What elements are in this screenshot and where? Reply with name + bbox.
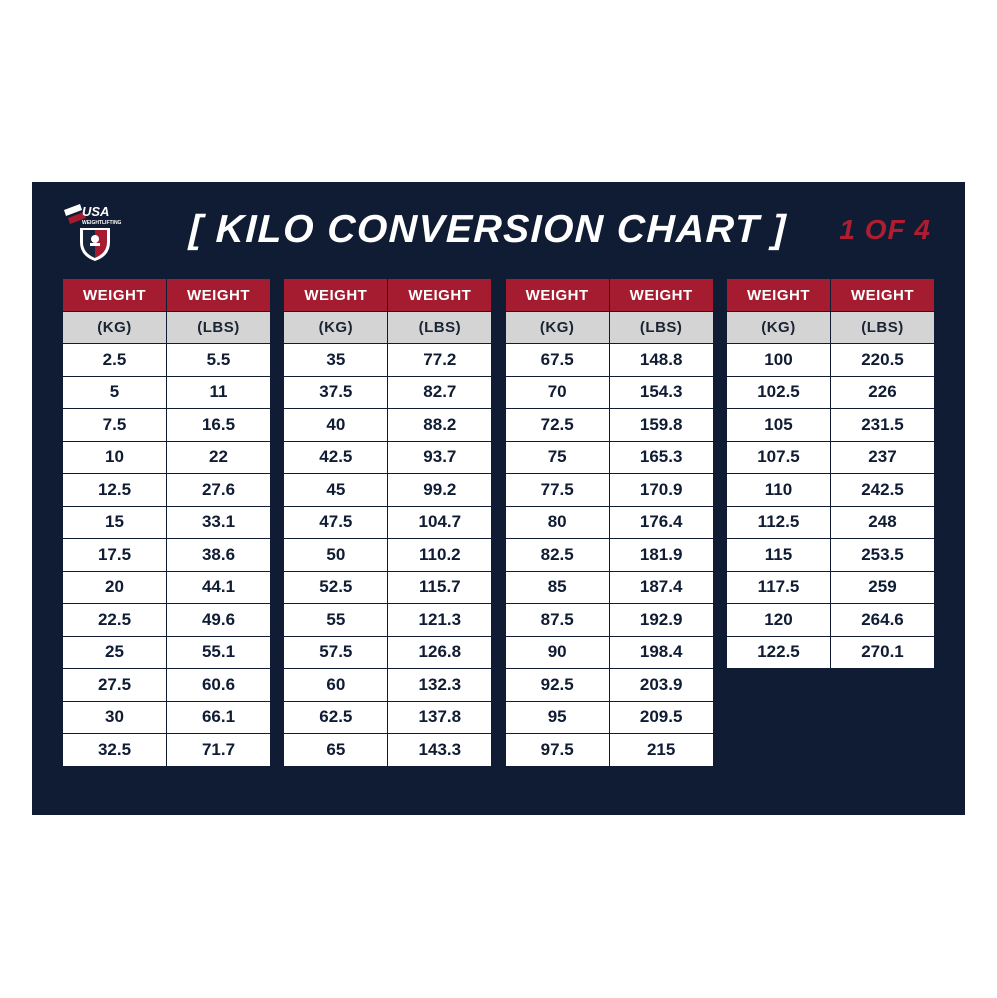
cell-kg: 105 (726, 409, 830, 442)
column-subheader-lbs: (LBS) (830, 312, 934, 344)
table-row (726, 409, 934, 442)
column-subheader-lbs: (LBS) (609, 312, 713, 344)
cell-empty (726, 701, 830, 734)
cell-kg: 117.5 (726, 571, 830, 604)
cell-lbs: 66.1 (167, 701, 271, 734)
table-row (63, 669, 271, 702)
table-row (284, 409, 492, 442)
cell-kg: 35 (284, 344, 388, 377)
conversion-table-block-4 (726, 278, 935, 767)
cell-kg: 72.5 (505, 409, 609, 442)
cell-empty (830, 701, 934, 734)
table-header-row-1 (284, 279, 492, 312)
table-row (505, 539, 713, 572)
page-title: [ KILO CONVERSION CHART ] (187, 208, 788, 251)
cell-lbs: 248 (830, 506, 934, 539)
cell-empty (726, 734, 830, 767)
column-header-lbs: WEIGHT (830, 279, 934, 312)
cell-kg: 102.5 (726, 376, 830, 409)
cell-kg: 20 (63, 571, 167, 604)
conversion-table-block-1 (62, 278, 271, 767)
cell-kg: 122.5 (726, 636, 830, 669)
table-header-row-1 (63, 279, 271, 312)
table-row (505, 669, 713, 702)
cell-kg: 17.5 (63, 539, 167, 572)
cell-lbs: 77.2 (388, 344, 492, 377)
cell-lbs: 132.3 (388, 669, 492, 702)
table-row (505, 701, 713, 734)
table-row (284, 604, 492, 637)
poster-header (32, 182, 965, 278)
conversion-table-block-3 (505, 278, 714, 767)
table-row (284, 571, 492, 604)
table-row (505, 344, 713, 377)
cell-lbs: 159.8 (609, 409, 713, 442)
cell-kg: 115 (726, 539, 830, 572)
cell-lbs: 259 (830, 571, 934, 604)
table-row (505, 376, 713, 409)
cell-lbs: 137.8 (388, 701, 492, 734)
cell-kg: 10 (63, 441, 167, 474)
conversion-tables (32, 278, 965, 767)
cell-lbs: 71.7 (167, 734, 271, 767)
table-row (505, 604, 713, 637)
cell-kg: 100 (726, 344, 830, 377)
cell-lbs: 93.7 (388, 441, 492, 474)
cell-kg: 92.5 (505, 669, 609, 702)
cell-kg: 12.5 (63, 474, 167, 507)
table-row (284, 376, 492, 409)
cell-lbs: 5.5 (167, 344, 271, 377)
cell-lbs: 253.5 (830, 539, 934, 572)
cell-kg: 90 (505, 636, 609, 669)
cell-kg: 77.5 (505, 474, 609, 507)
table-row (63, 636, 271, 669)
column-header-kg: WEIGHT (726, 279, 830, 312)
cell-lbs: 170.9 (609, 474, 713, 507)
table-row (63, 571, 271, 604)
table-row (63, 441, 271, 474)
cell-lbs: 165.3 (609, 441, 713, 474)
cell-kg: 60 (284, 669, 388, 702)
cell-lbs: 231.5 (830, 409, 934, 442)
table-header-row-2 (726, 312, 934, 344)
cell-lbs: 11 (167, 376, 271, 409)
cell-kg: 65 (284, 734, 388, 767)
cell-lbs: 82.7 (388, 376, 492, 409)
cell-lbs: 154.3 (609, 376, 713, 409)
column-header-kg: WEIGHT (284, 279, 388, 312)
table-row (726, 539, 934, 572)
cell-lbs: 270.1 (830, 636, 934, 669)
table-row-empty (726, 669, 934, 702)
cell-kg: 110 (726, 474, 830, 507)
cell-kg: 95 (505, 701, 609, 734)
table-row (63, 604, 271, 637)
cell-kg: 5 (63, 376, 167, 409)
table-row (63, 734, 271, 767)
table-row (63, 474, 271, 507)
cell-lbs: 148.8 (609, 344, 713, 377)
cell-empty (726, 669, 830, 702)
table-row (505, 441, 713, 474)
cell-lbs: 27.6 (167, 474, 271, 507)
table-row-empty (726, 734, 934, 767)
table-row (63, 409, 271, 442)
cell-lbs: 215 (609, 734, 713, 767)
table-header-row-2 (505, 312, 713, 344)
table-header-row-1 (505, 279, 713, 312)
cell-empty (830, 734, 934, 767)
table-row-empty (726, 701, 934, 734)
cell-kg: 62.5 (284, 701, 388, 734)
cell-lbs: 110.2 (388, 539, 492, 572)
table-row (726, 571, 934, 604)
table-row (726, 441, 934, 474)
cell-kg: 70 (505, 376, 609, 409)
cell-lbs: 33.1 (167, 506, 271, 539)
cell-kg: 67.5 (505, 344, 609, 377)
cell-lbs: 22 (167, 441, 271, 474)
cell-kg: 47.5 (284, 506, 388, 539)
table-row (284, 539, 492, 572)
column-subheader-lbs: (LBS) (388, 312, 492, 344)
table-row (726, 636, 934, 669)
column-subheader-lbs: (LBS) (167, 312, 271, 344)
table-header-row-2 (63, 312, 271, 344)
cell-lbs: 209.5 (609, 701, 713, 734)
cell-kg: 2.5 (63, 344, 167, 377)
cell-kg: 57.5 (284, 636, 388, 669)
table-row (63, 701, 271, 734)
cell-kg: 37.5 (284, 376, 388, 409)
table-header-row-2 (284, 312, 492, 344)
cell-kg: 27.5 (63, 669, 167, 702)
svg-text:USA: USA (82, 204, 110, 219)
cell-kg: 97.5 (505, 734, 609, 767)
table-row (505, 474, 713, 507)
cell-kg: 107.5 (726, 441, 830, 474)
cell-lbs: 176.4 (609, 506, 713, 539)
table-row (726, 604, 934, 637)
cell-lbs: 264.6 (830, 604, 934, 637)
cell-lbs: 181.9 (609, 539, 713, 572)
column-subheader-kg: (KG) (505, 312, 609, 344)
table-row (284, 636, 492, 669)
cell-kg: 52.5 (284, 571, 388, 604)
column-subheader-kg: (KG) (284, 312, 388, 344)
svg-text:WEIGHTLIFTING: WEIGHTLIFTING (82, 220, 122, 226)
cell-lbs: 237 (830, 441, 934, 474)
cell-lbs: 242.5 (830, 474, 934, 507)
cell-kg: 112.5 (726, 506, 830, 539)
table-row (726, 376, 934, 409)
cell-kg: 87.5 (505, 604, 609, 637)
table-row (284, 441, 492, 474)
cell-kg: 55 (284, 604, 388, 637)
cell-kg: 50 (284, 539, 388, 572)
cell-kg: 45 (284, 474, 388, 507)
cell-kg: 40 (284, 409, 388, 442)
kilo-conversion-poster (32, 182, 965, 815)
cell-lbs: 115.7 (388, 571, 492, 604)
cell-kg: 82.5 (505, 539, 609, 572)
cell-kg: 32.5 (63, 734, 167, 767)
cell-empty (830, 669, 934, 702)
usa-weightlifting-logo-icon (60, 198, 126, 262)
table-row (284, 669, 492, 702)
cell-lbs: 60.6 (167, 669, 271, 702)
cell-kg: 7.5 (63, 409, 167, 442)
table-row (63, 344, 271, 377)
cell-lbs: 99.2 (388, 474, 492, 507)
cell-lbs: 192.9 (609, 604, 713, 637)
table-row (505, 409, 713, 442)
table-row (505, 506, 713, 539)
table-row (284, 734, 492, 767)
cell-kg: 22.5 (63, 604, 167, 637)
conversion-table-block-2 (283, 278, 492, 767)
table-row (505, 571, 713, 604)
table-row (63, 376, 271, 409)
cell-kg: 120 (726, 604, 830, 637)
cell-kg: 25 (63, 636, 167, 669)
table-row (63, 539, 271, 572)
cell-lbs: 49.6 (167, 604, 271, 637)
table-row (726, 344, 934, 377)
cell-kg: 30 (63, 701, 167, 734)
cell-lbs: 126.8 (388, 636, 492, 669)
column-header-lbs: WEIGHT (609, 279, 713, 312)
cell-lbs: 38.6 (167, 539, 271, 572)
page-indicator: 1 OF 4 (839, 214, 931, 245)
table-row (63, 506, 271, 539)
cell-lbs: 203.9 (609, 669, 713, 702)
column-header-lbs: WEIGHT (167, 279, 271, 312)
column-header-lbs: WEIGHT (388, 279, 492, 312)
cell-lbs: 44.1 (167, 571, 271, 604)
cell-lbs: 16.5 (167, 409, 271, 442)
table-header-row-1 (726, 279, 934, 312)
cell-lbs: 88.2 (388, 409, 492, 442)
column-subheader-kg: (KG) (726, 312, 830, 344)
cell-lbs: 226 (830, 376, 934, 409)
cell-lbs: 143.3 (388, 734, 492, 767)
cell-kg: 85 (505, 571, 609, 604)
table-row (505, 636, 713, 669)
table-row (284, 506, 492, 539)
cell-lbs: 104.7 (388, 506, 492, 539)
title-wrap (136, 208, 839, 252)
table-row (284, 344, 492, 377)
table-row (284, 701, 492, 734)
table-row (726, 474, 934, 507)
table-row (726, 506, 934, 539)
cell-lbs: 55.1 (167, 636, 271, 669)
cell-lbs: 187.4 (609, 571, 713, 604)
cell-kg: 75 (505, 441, 609, 474)
table-row (284, 474, 492, 507)
cell-lbs: 121.3 (388, 604, 492, 637)
cell-kg: 42.5 (284, 441, 388, 474)
cell-lbs: 220.5 (830, 344, 934, 377)
cell-kg: 80 (505, 506, 609, 539)
cell-kg: 15 (63, 506, 167, 539)
column-header-kg: WEIGHT (505, 279, 609, 312)
table-row (505, 734, 713, 767)
column-header-kg: WEIGHT (63, 279, 167, 312)
column-subheader-kg: (KG) (63, 312, 167, 344)
cell-lbs: 198.4 (609, 636, 713, 669)
